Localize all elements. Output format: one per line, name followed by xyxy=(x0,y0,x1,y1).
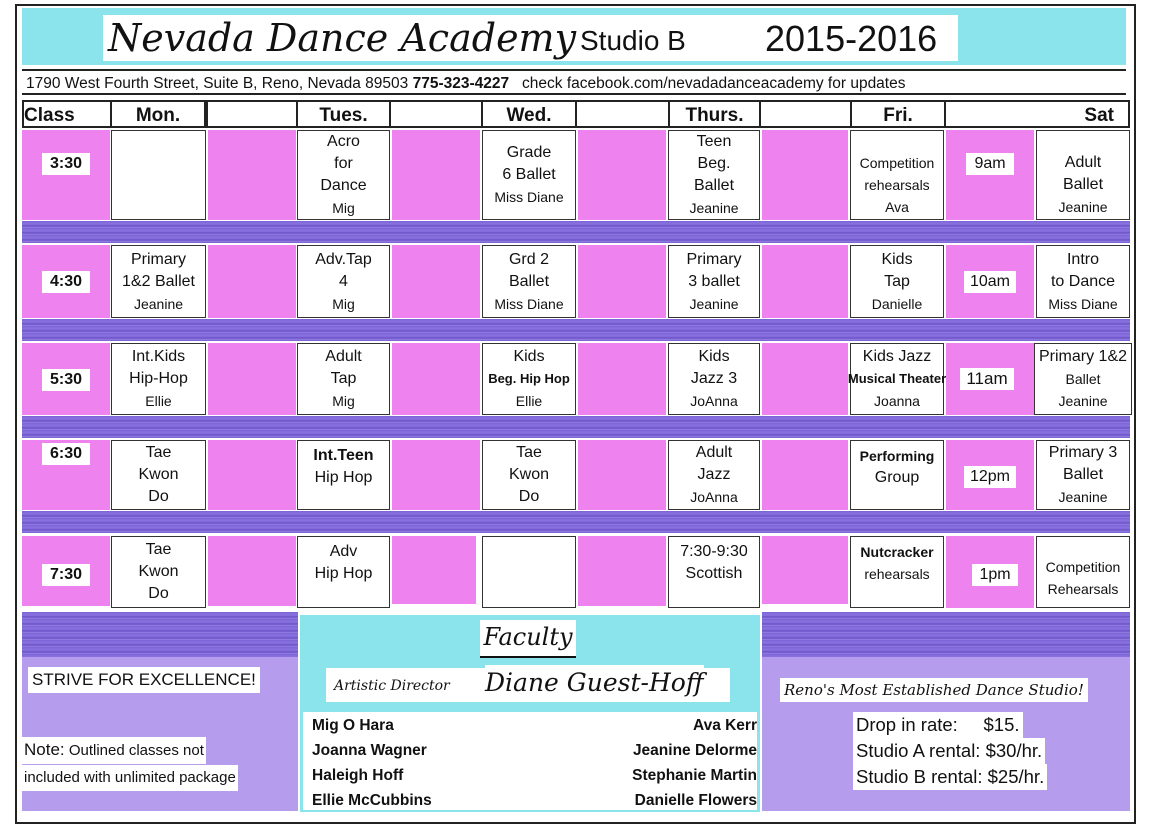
faculty-list-right xyxy=(632,713,757,813)
class-cell-tue: Adv Hip Hop xyxy=(297,536,390,608)
divider-band xyxy=(22,221,1130,243)
class-cell-wed: Grd 2 Ballet Miss Diane xyxy=(482,245,576,318)
faculty-name: Jeanine Delorme xyxy=(632,742,757,759)
pink-spacer xyxy=(762,440,848,510)
sat-time-label: 11am xyxy=(960,368,1014,390)
class-cell-sat: Primary 1&2 Ballet Jeanine xyxy=(1034,343,1132,415)
note-line-2: included with unlimited package xyxy=(22,765,238,791)
pink-spacer xyxy=(392,536,476,604)
class-cell-thu: Teen Beg. Ballet Jeanine xyxy=(668,130,760,220)
motto: STRIVE FOR EXCELLENCE! xyxy=(28,667,260,693)
class-cell-fri: Nutcracker rehearsals xyxy=(850,536,944,608)
class-cell-tue: Int.Teen Hip Hop xyxy=(297,440,390,510)
day-header-spacer xyxy=(389,100,483,128)
phone-number: 775-323-4227 xyxy=(412,75,510,92)
sat-time-label: 9am xyxy=(966,153,1014,175)
time-cell xyxy=(22,130,110,220)
divider-band xyxy=(22,416,1130,438)
class-cell-sat: Intro to Dance Miss Diane xyxy=(1036,245,1130,318)
class-time-header: Class xyxy=(22,100,112,128)
time-label: 6:30 xyxy=(42,443,90,465)
pink-spacer xyxy=(762,130,848,220)
class-cell-thu: 7:30-9:30 Scottish xyxy=(668,536,760,608)
divider-band xyxy=(22,319,1130,341)
class-cell-sat: Adult Ballet Jeanine xyxy=(1036,130,1130,220)
class-cell-tue: Adv.Tap 4 Mig xyxy=(297,245,390,318)
class-cell-sat: Primary 3 Ballet Jeanine xyxy=(1036,440,1130,510)
pink-spacer xyxy=(392,343,480,415)
class-cell-thu: Adult Jazz JoAnna xyxy=(668,440,760,510)
day-header-wed: Wed. xyxy=(481,100,577,128)
faculty-name: Joanna Wagner xyxy=(312,742,427,759)
class-cell-fri: Kids Tap Danielle xyxy=(850,245,944,318)
pink-spacer xyxy=(578,245,666,318)
class-cell-thu: Kids Jazz 3 JoAnna xyxy=(668,343,760,415)
class-cell-wed xyxy=(482,536,576,608)
class-cell-wed: Kids Beg. Hip Hop Ellie xyxy=(482,343,576,415)
rate-line: Studio A rental: $30/hr. xyxy=(853,738,1045,764)
pink-spacer xyxy=(208,440,296,510)
facebook-note: check facebook.com/nevadadanceacademy for updates xyxy=(522,75,906,92)
sat-time-label: 12pm xyxy=(964,466,1016,488)
footer-stripe-right xyxy=(762,612,1130,657)
faculty-name: Ellie McCubbins xyxy=(312,792,432,809)
divider-band xyxy=(22,511,1130,533)
faculty-name: Stephanie Martin xyxy=(632,767,757,784)
sat-time-cell xyxy=(946,130,1034,220)
pink-spacer xyxy=(578,440,666,510)
faculty-title: Faculty xyxy=(480,620,576,658)
pink-spacer xyxy=(392,245,480,318)
faculty-name: Ava Kerr xyxy=(692,717,757,734)
class-cell-fri: Competition rehearsals Ava xyxy=(850,130,944,220)
class-cell-mon: Int.Kids Hip-Hop Ellie xyxy=(111,343,206,415)
pink-spacer xyxy=(208,343,296,415)
class-cell-mon xyxy=(111,130,206,220)
class-cell-wed: Grade 6 Ballet Miss Diane xyxy=(482,130,576,220)
sat-time-label: 1pm xyxy=(972,564,1018,586)
class-cell-thu: Primary 3 ballet Jeanine xyxy=(668,245,760,318)
pink-spacer xyxy=(762,245,848,318)
time-label: 4:30 xyxy=(42,271,90,293)
faculty-name: Mig O Hara xyxy=(312,717,394,734)
class-cell-mon: Tae Kwon Do xyxy=(111,440,206,510)
time-label: 7:30 xyxy=(42,564,90,586)
artistic-director-label: Artistic Director xyxy=(334,675,450,697)
pink-spacer xyxy=(208,245,296,318)
address-line xyxy=(22,69,1126,95)
street-address: 1790 West Fourth Street, Suite B, Reno, Nevada 89503 xyxy=(26,75,409,92)
studio-name: Studio B xyxy=(580,25,686,56)
faculty-name: Haleigh Hoff xyxy=(312,767,404,784)
pink-spacer xyxy=(578,130,666,220)
time-label: 5:30 xyxy=(42,369,90,391)
day-header-fri: Fri. xyxy=(850,100,946,128)
day-header-spacer xyxy=(206,100,298,128)
pink-spacer xyxy=(392,130,480,220)
pink-spacer xyxy=(762,343,848,415)
class-cell-fri: Performing Group xyxy=(850,440,944,510)
footer-stripe-left xyxy=(22,612,298,657)
day-header-thu: Thurs. xyxy=(668,100,761,128)
class-cell-fri: Kids Jazz Musical Theater Joanna xyxy=(850,343,944,415)
season-year: 2015-2016 xyxy=(765,18,938,59)
pink-spacer xyxy=(208,536,296,606)
class-cell-tue: Acro for Dance Mig xyxy=(297,130,390,220)
note-line-1: Note: Outlined classes not xyxy=(22,737,206,764)
pink-spacer xyxy=(578,536,666,606)
day-header-tue: Tues. xyxy=(296,100,391,128)
day-header-spacer xyxy=(575,100,670,128)
studio-tagline: Reno's Most Established Dance Studio! xyxy=(780,678,1088,702)
class-cell-mon: Primary 1&2 Ballet Jeanine xyxy=(111,245,206,318)
class-cell-sat: Competition Rehearsals xyxy=(1036,536,1130,608)
rates-list xyxy=(853,712,1047,790)
pink-spacer xyxy=(392,440,480,510)
day-header-sat: Sat xyxy=(944,100,1130,128)
pink-spacer xyxy=(762,536,848,604)
artistic-director-name: Diane Guest-Hoff xyxy=(485,665,704,701)
faculty-list-left xyxy=(312,713,432,813)
class-cell-mon: Tae Kwon Do xyxy=(111,536,206,608)
pink-spacer xyxy=(578,343,666,415)
class-cell-wed: Tae Kwon Do xyxy=(482,440,576,510)
rate-line: Drop in rate: $15. xyxy=(853,712,1023,738)
class-cell-tue: Adult Tap Mig xyxy=(297,343,390,415)
sat-time-label: 10am xyxy=(964,271,1016,293)
time-label: 3:30 xyxy=(42,153,90,175)
academy-title: Nevada Dance Academy xyxy=(108,16,577,60)
day-header-spacer xyxy=(759,100,852,128)
rate-line: Studio B rental: $25/hr. xyxy=(853,764,1047,790)
faculty-name: Danielle Flowers xyxy=(634,792,757,809)
day-header-mon: Mon. xyxy=(110,100,206,128)
pink-spacer xyxy=(208,130,296,220)
